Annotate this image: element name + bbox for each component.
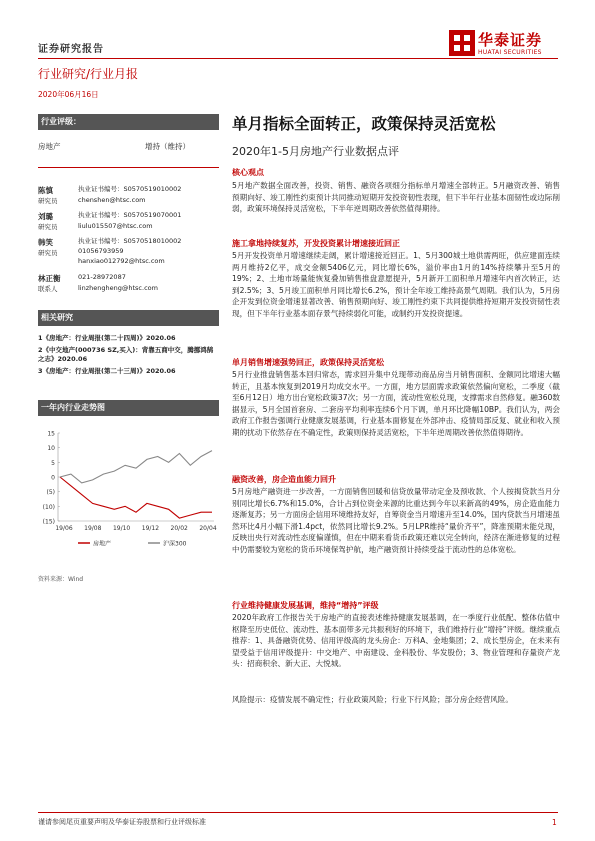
huatai-logo	[448, 27, 563, 61]
section-title: 融资改善，房企造血能力回升	[232, 475, 336, 484]
analyst-list	[38, 185, 219, 299]
logo-mark-icon	[448, 29, 476, 57]
x-tick-label: 19/08	[84, 525, 102, 532]
analyst-role: 联系人	[38, 285, 58, 293]
analyst-cert: 执业证书编号：S0570519070001	[78, 211, 182, 219]
page-title: 单月指标全面转正，政策保持灵活宽松	[232, 115, 496, 133]
section-title: 行业维持健康发展基调，维持“增持”评级	[232, 601, 379, 610]
series-line	[60, 451, 212, 483]
analyst-email[interactable]: hanxiao012792@htsc.com	[78, 257, 165, 265]
x-tick-label: 20/02	[170, 525, 188, 532]
analyst-cert: 执业证书编号：S0570519010002	[78, 185, 182, 193]
analyst-email[interactable]: liulu015507@htsc.com	[78, 222, 153, 230]
analyst-cert: 执业证书编号：S0570518010002	[78, 237, 182, 245]
x-tick-label: 20/04	[199, 525, 217, 532]
y-tick-label: 5	[51, 459, 55, 467]
logo-cn-text: 华泰证券	[478, 31, 543, 49]
analyst-phone: 01056793959	[78, 247, 124, 255]
y-tick-label: (15)	[42, 518, 55, 526]
report-type-label: 证券研究报告	[38, 44, 104, 55]
trend-chart-header: 一年内行业走势图	[38, 400, 219, 416]
rating-divider	[38, 167, 219, 168]
logo-en-text: HUATAI SECURITIES	[478, 49, 542, 56]
related-item[interactable]: 3《房地产：行业周报(第二十三周)》2020.06	[38, 367, 176, 375]
section-title: 单月销售增速强势回正，政策保持灵活宽松	[232, 358, 384, 367]
x-tick-label: 19/06	[55, 525, 73, 532]
trend-chart	[38, 425, 219, 550]
related-item[interactable]: 2《中交地产(000736 SZ,买入)：背靠五商中交，腾挪鸿鹄之志》2020.06	[38, 346, 214, 363]
page-number: 1	[552, 818, 557, 827]
legend-label: 沪深300	[163, 540, 187, 548]
analyst-role: 研究员	[38, 223, 58, 231]
section-body: 5月行业推盘销售基本回归常态，需求回升集中兑现带动商品房当月销售面积、金额同比增速大幅转正，且基本恢复到2019月均成交水平。一方面，地方层面需求政策依然偏向宽松，二季度（截至6月12日）地方出台宽松政策37次；另一方面，流动性宽松兑现，支撑需求自然修复。融360数据显示，5月全国首套房、二套房平均利率连续6个月下调，单月环比降幅10BP。我们认为，两会政府工作报告强调行业健康发展基调，行业基本面修复在外部冲击、疫情局部反复、就业和收入预期的扰动下依然存在不确定性，政策则保持灵活宽松，下半年逆周期改善依然值得期待。	[232, 370, 560, 437]
analyst-email[interactable]: linzhengheng@htsc.com	[78, 284, 158, 292]
section-title: 核心观点	[232, 168, 264, 177]
footer-divider	[38, 812, 558, 813]
report-category: 行业研究/行业月报	[38, 67, 139, 81]
related-header: 相关研究	[38, 310, 219, 326]
y-tick-label: (5)	[46, 489, 55, 497]
analyst-email[interactable]: chenshen@htsc.com	[78, 196, 146, 204]
analyst-name: 陈慎	[38, 186, 53, 195]
analyst-role: 研究员	[38, 197, 58, 205]
analyst-phone: 021-28972087	[78, 273, 126, 281]
analyst-entry	[38, 273, 219, 299]
section-title: 施工拿地持续复苏，开发投资累计增速接近回正	[232, 239, 400, 248]
footer-disclaimer[interactable]: 谨请参阅尾页重要声明及华泰证券股票和行业评级标准	[38, 818, 206, 826]
y-tick-label: 10	[47, 445, 55, 453]
rating-industry: 房地产	[38, 142, 61, 151]
analyst-entry	[38, 185, 219, 211]
analyst-name: 刘璐	[38, 212, 53, 221]
analyst-name: 林正衡	[38, 274, 61, 283]
y-tick-label: 15	[47, 430, 55, 438]
analyst-entry	[38, 211, 219, 237]
rating-header: 行业评级：	[38, 114, 219, 130]
section-body: 5月房地产融资进一步改善，一方面销售回暖和信贷放量带动定金及预收款、个人按揭贷款当月分别同比增长6.7%和15.0%，合计占到位资金来源的比重达到今年以来新高的49%，房企造血能力逐渐复苏；另一方面房企信用环境维持友好，自筹资金当月增速升至14.0%，国内贷款当月增速虽然环比4月小幅下滑1.4pct，依然同比增长9.2%。5月LPR维持“量价齐平”，降准预期未能兑现，反映出央行对流动性态度偏谨慎，但在中期来看货币政策还难以完全转向，经济在渐进修复的过程中仍需要较为宽松的货币环境保驾护航，地产融资预计持续受益于流动性的总体宽松。	[232, 487, 560, 554]
analyst-role: 研究员	[38, 249, 58, 257]
analyst-entry	[38, 237, 219, 273]
x-tick-label: 19/12	[141, 525, 160, 532]
page-subtitle: 2020年1-5月房地产行业数据点评	[232, 145, 399, 158]
trend-chart-svg	[38, 425, 219, 550]
related-list	[38, 334, 219, 376]
header-divider	[38, 58, 558, 59]
rating-value: 增持（维持）	[145, 142, 190, 151]
y-tick-label: 0	[51, 474, 55, 482]
report-date: 2020年06月16日	[38, 90, 99, 99]
analyst-name: 韩笑	[38, 238, 53, 247]
x-tick-label: 19/10	[112, 525, 131, 532]
related-item[interactable]: 1《房地产：行业周报(第二十四周)》2020.06	[38, 334, 176, 342]
chart-source: 资料来源：Wind	[38, 576, 84, 583]
section-body: 5月地产数据全面改善，投资、销售、融资各项细分指标单月增速全部转正。5月融资改善、销售预期向好、竣工刚性约束预计共同推动短期开发投资韧性表现，但下半年行业基本面韧性或边际削弱，政策环境保持灵活宽松，下半年逆周期改善依然值得期待。	[232, 181, 560, 214]
y-tick-label: (10)	[42, 503, 55, 511]
section-body: 2020年政府工作报告关于房地产的直接表述维持健康发展基调，在一季度行业低配、整体估值中枢降至历史低位、流动性、基本面带多元共振利好的环境下，我们维持行业“增持”评级。继续重点推荐：1、具备融资优势、信用评级高的龙头房企：万科A、金地集团；2、成长型房企，在未来有望受益于信用评级提升：中交地产、中南建设、金科股份、华发股份；3、物业管理和存量资产龙头：招商积余、新大正、大悦城。	[232, 613, 560, 669]
section-body: 5月开发投资单月增速继续走阔，累计增速接近回正。1、5月300城土地供需两旺，供应建面连续两月维持2亿平，成交金额5406亿元，同比增长6%，溢价率由1月的14%持续攀升至5月的19%；2、土地市场量能恢复叠加销售推盘意愿提升，5月新开工面积单月增速年内首次转正，达到2.5%；3、5月竣工面积单月同比增长6.2%，预计全年竣工维持高景气周期。我们认为，5月房企开发到位资金增速显著改善、销售预期向好、竣工刚性约束下共同提供维持短期开发投资韧性表现，但下半年行业基本面存景气持续弱化可能，或制约开发投资提速。	[232, 251, 560, 318]
risk-warning: 风险提示：疫情发展不确定性；行业政策风险；行业下行风险；部分房企经营风险。	[232, 695, 513, 704]
legend-label: 房地产	[93, 540, 112, 548]
